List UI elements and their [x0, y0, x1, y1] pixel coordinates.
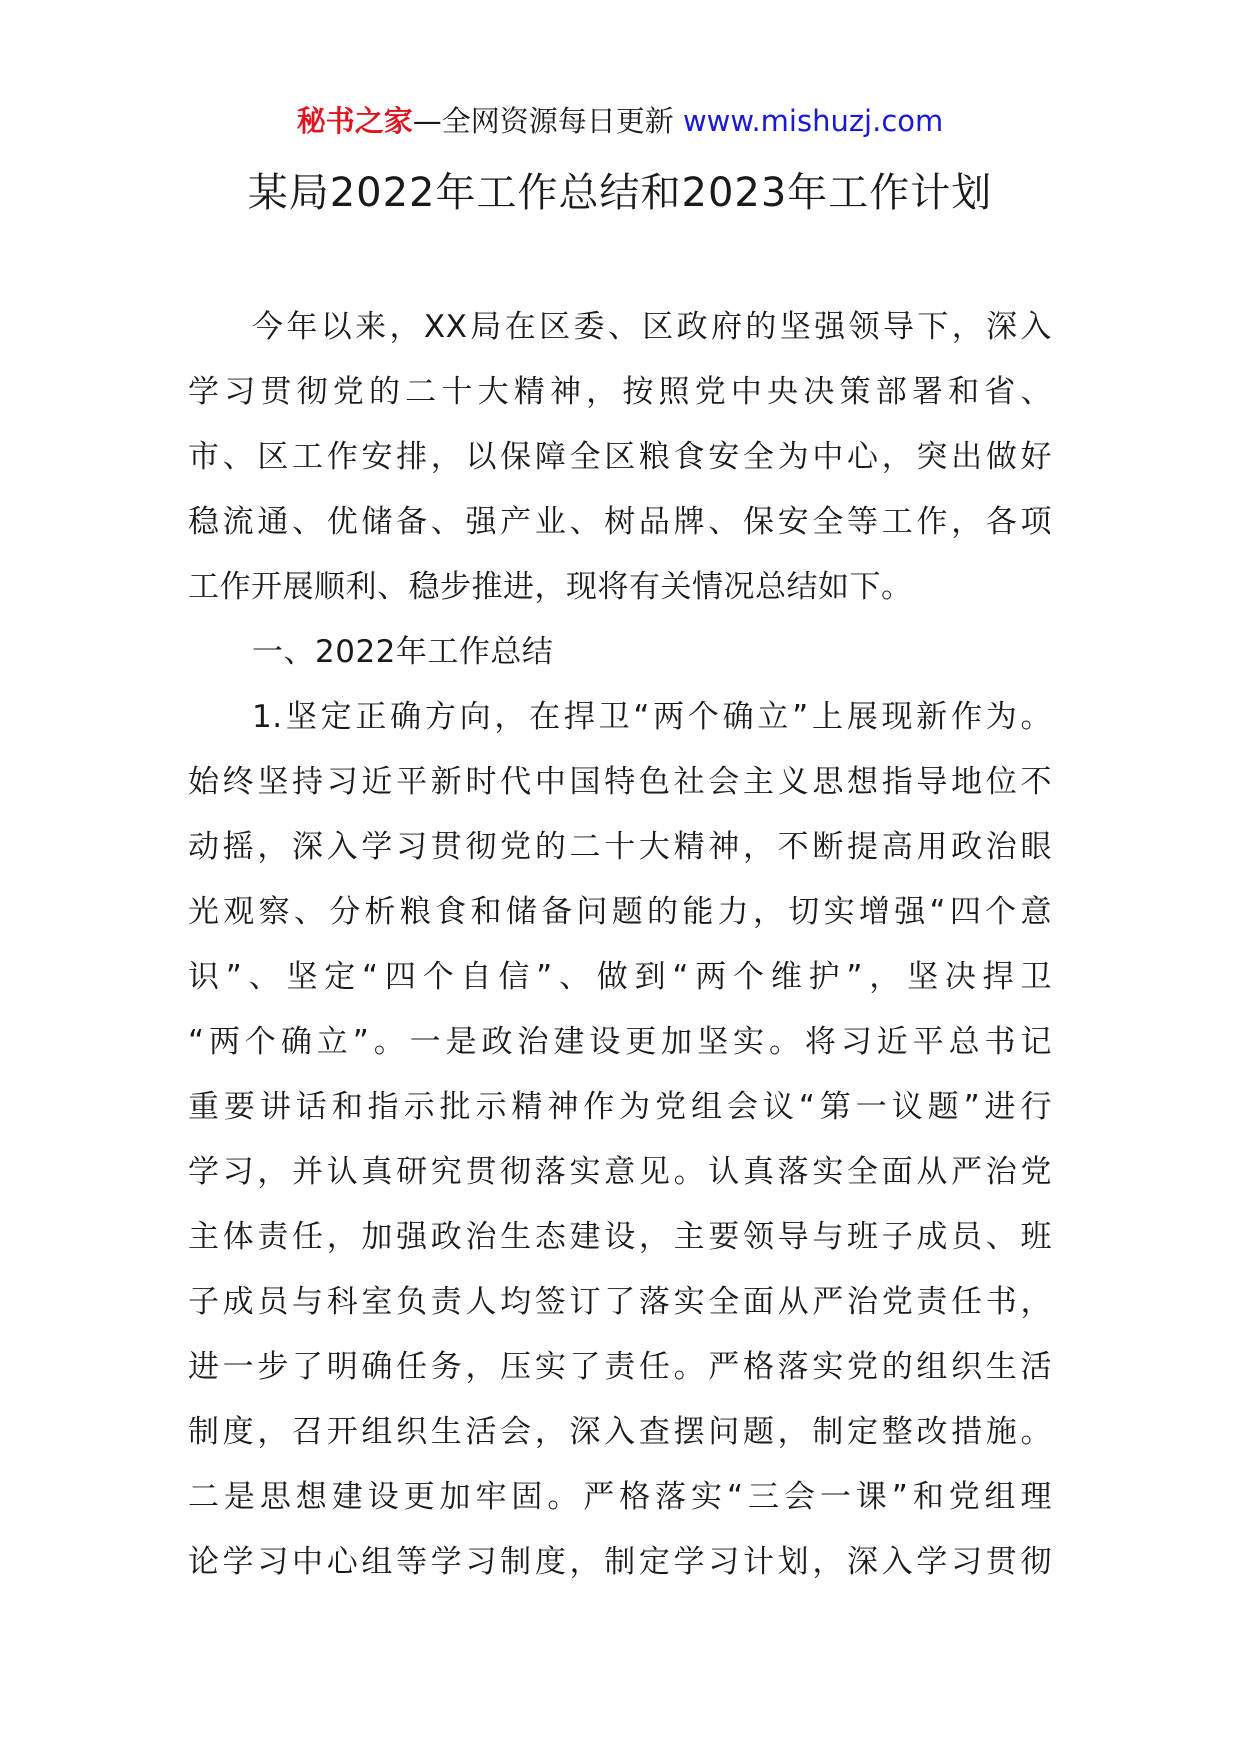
- body-text-line: 始终坚持习近平新时代中国特色社会主义思想指导地位不: [188, 764, 1052, 800]
- header-slogan: —全网资源每日更新: [412, 104, 683, 138]
- body-text-line: 学习贯彻党的二十大精神，按照党中央决策部署和省、: [188, 374, 1052, 410]
- body-text-line: “两个确立”。一是政治建设更加坚实。将习近平总书记: [188, 1024, 1052, 1060]
- body-text-line: 论学习中心组等学习制度，制定学习计划，深入学习贯彻: [188, 1544, 1052, 1580]
- body-text-line: 重要讲话和指示批示精神作为党组会议“第一议题”进行: [188, 1089, 1052, 1125]
- body-text-line: 稳流通、优储备、强产业、树品牌、保安全等工作，各项: [188, 504, 1052, 540]
- document-title: 某局2022年工作总结和2023年工作计划: [247, 170, 993, 216]
- body-text-line: 一、2022年工作总结: [252, 634, 554, 670]
- body-text-line: 学习，并认真研究贯彻落实意见。认真落实全面从严治党: [188, 1154, 1052, 1190]
- brand-name: 秘书之家: [296, 104, 413, 138]
- document-body: [188, 295, 1052, 1595]
- body-text-line: 制度，召开组织生活会，深入查摆问题，制定整改措施。: [188, 1414, 1052, 1450]
- body-text-line: 市、区工作安排，以保障全区粮食安全为中心，突出做好: [188, 439, 1052, 475]
- body-text-line: 动摇，深入学习贯彻党的二十大精神，不断提高用政治眼: [188, 829, 1052, 865]
- body-text-line: 光观察、分析粮食和储备问题的能力，切实增强“四个意: [188, 894, 1052, 930]
- body-text-line: 进一步了明确任务，压实了责任。严格落实党的组织生活: [188, 1349, 1052, 1385]
- site-url-link[interactable]: www.mishuzj.com: [682, 104, 944, 138]
- body-text-line: 识”、坚定“四个自信”、做到“两个维护”，坚决捍卫: [188, 959, 1052, 995]
- body-text-line: 二是思想建设更加牢固。严格落实“三会一课”和党组理: [188, 1479, 1052, 1515]
- body-text-line: 主体责任，加强政治生态建设，主要领导与班子成员、班: [188, 1219, 1052, 1255]
- body-text-line: 1.坚定正确方向，在捍卫“两个确立”上展现新作为。: [252, 699, 1052, 735]
- body-text-line: 今年以来，XX局在区委、区政府的坚强领导下，深入: [252, 309, 1052, 345]
- body-text-line: 工作开展顺利、稳步推进，现将有关情况总结如下。: [188, 569, 913, 605]
- body-text-line: 子成员与科室负责人均签订了落实全面从严治党责任书，: [188, 1284, 1052, 1320]
- site-header: [0, 101, 1240, 141]
